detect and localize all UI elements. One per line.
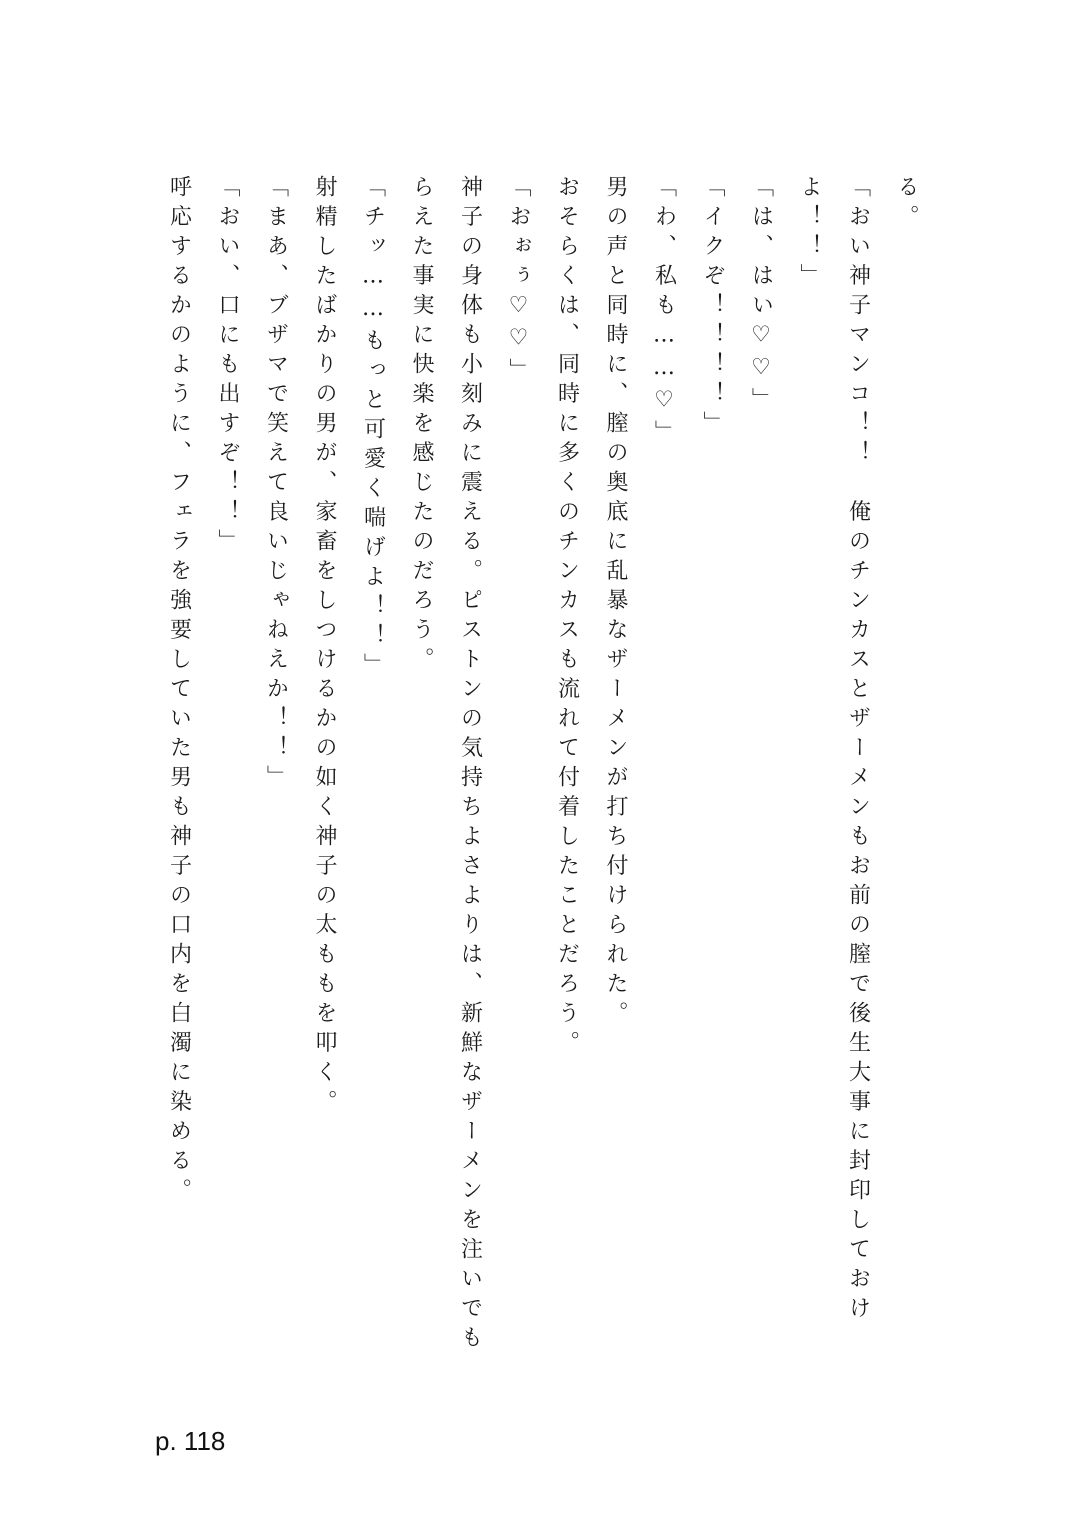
text-line: 呼応するかのように、フェラを強要していた男も神子の口内を白濁に染める。	[166, 175, 192, 1208]
text-line: らえた事実に快楽を感じたのだろう。	[409, 175, 434, 677]
vertical-text-body	[150, 175, 930, 1385]
text-line: 「おぉぅ♡♡」	[506, 175, 531, 388]
text-line: 神子の身体も小刻みに震える。ピストンの気持ちよさよりは、新鮮なザーメンを注いでも	[457, 175, 483, 1355]
text-line: 「まあ、ブザマで笑えて良いじゃねえか！！」	[263, 175, 289, 795]
text-line: 「チッ……もっと可愛く喘げよ！！」	[360, 175, 386, 683]
text-line: 「わ、私も……♡」	[651, 175, 677, 450]
text-line: る。	[894, 175, 919, 234]
text-line: 「イクぞ！！！！」	[700, 175, 725, 441]
text-line: 「おい、口にも出すぞ！！」	[215, 175, 240, 559]
text-line: 「おい神子マンコ！！ 俺のチンカスとザーメンもお前の膣で後生大事に封印しておけ	[845, 175, 871, 1326]
text-line: おそらくは、同時に多くのチンカスも流れて付着したことだろう。	[554, 175, 580, 1060]
text-line: 射精したばかりの男が、家畜をしつけるかの如く神子の太ももを叩く。	[312, 175, 337, 1119]
text-line: 「は、はい♡♡」	[748, 175, 774, 417]
page-number: p. 118	[155, 1426, 226, 1456]
text-line: よ！！」	[797, 175, 822, 293]
text-line: 男の声と同時に、膣の奥底に乱暴なザーメンが打ち付けられた。	[603, 175, 628, 1031]
